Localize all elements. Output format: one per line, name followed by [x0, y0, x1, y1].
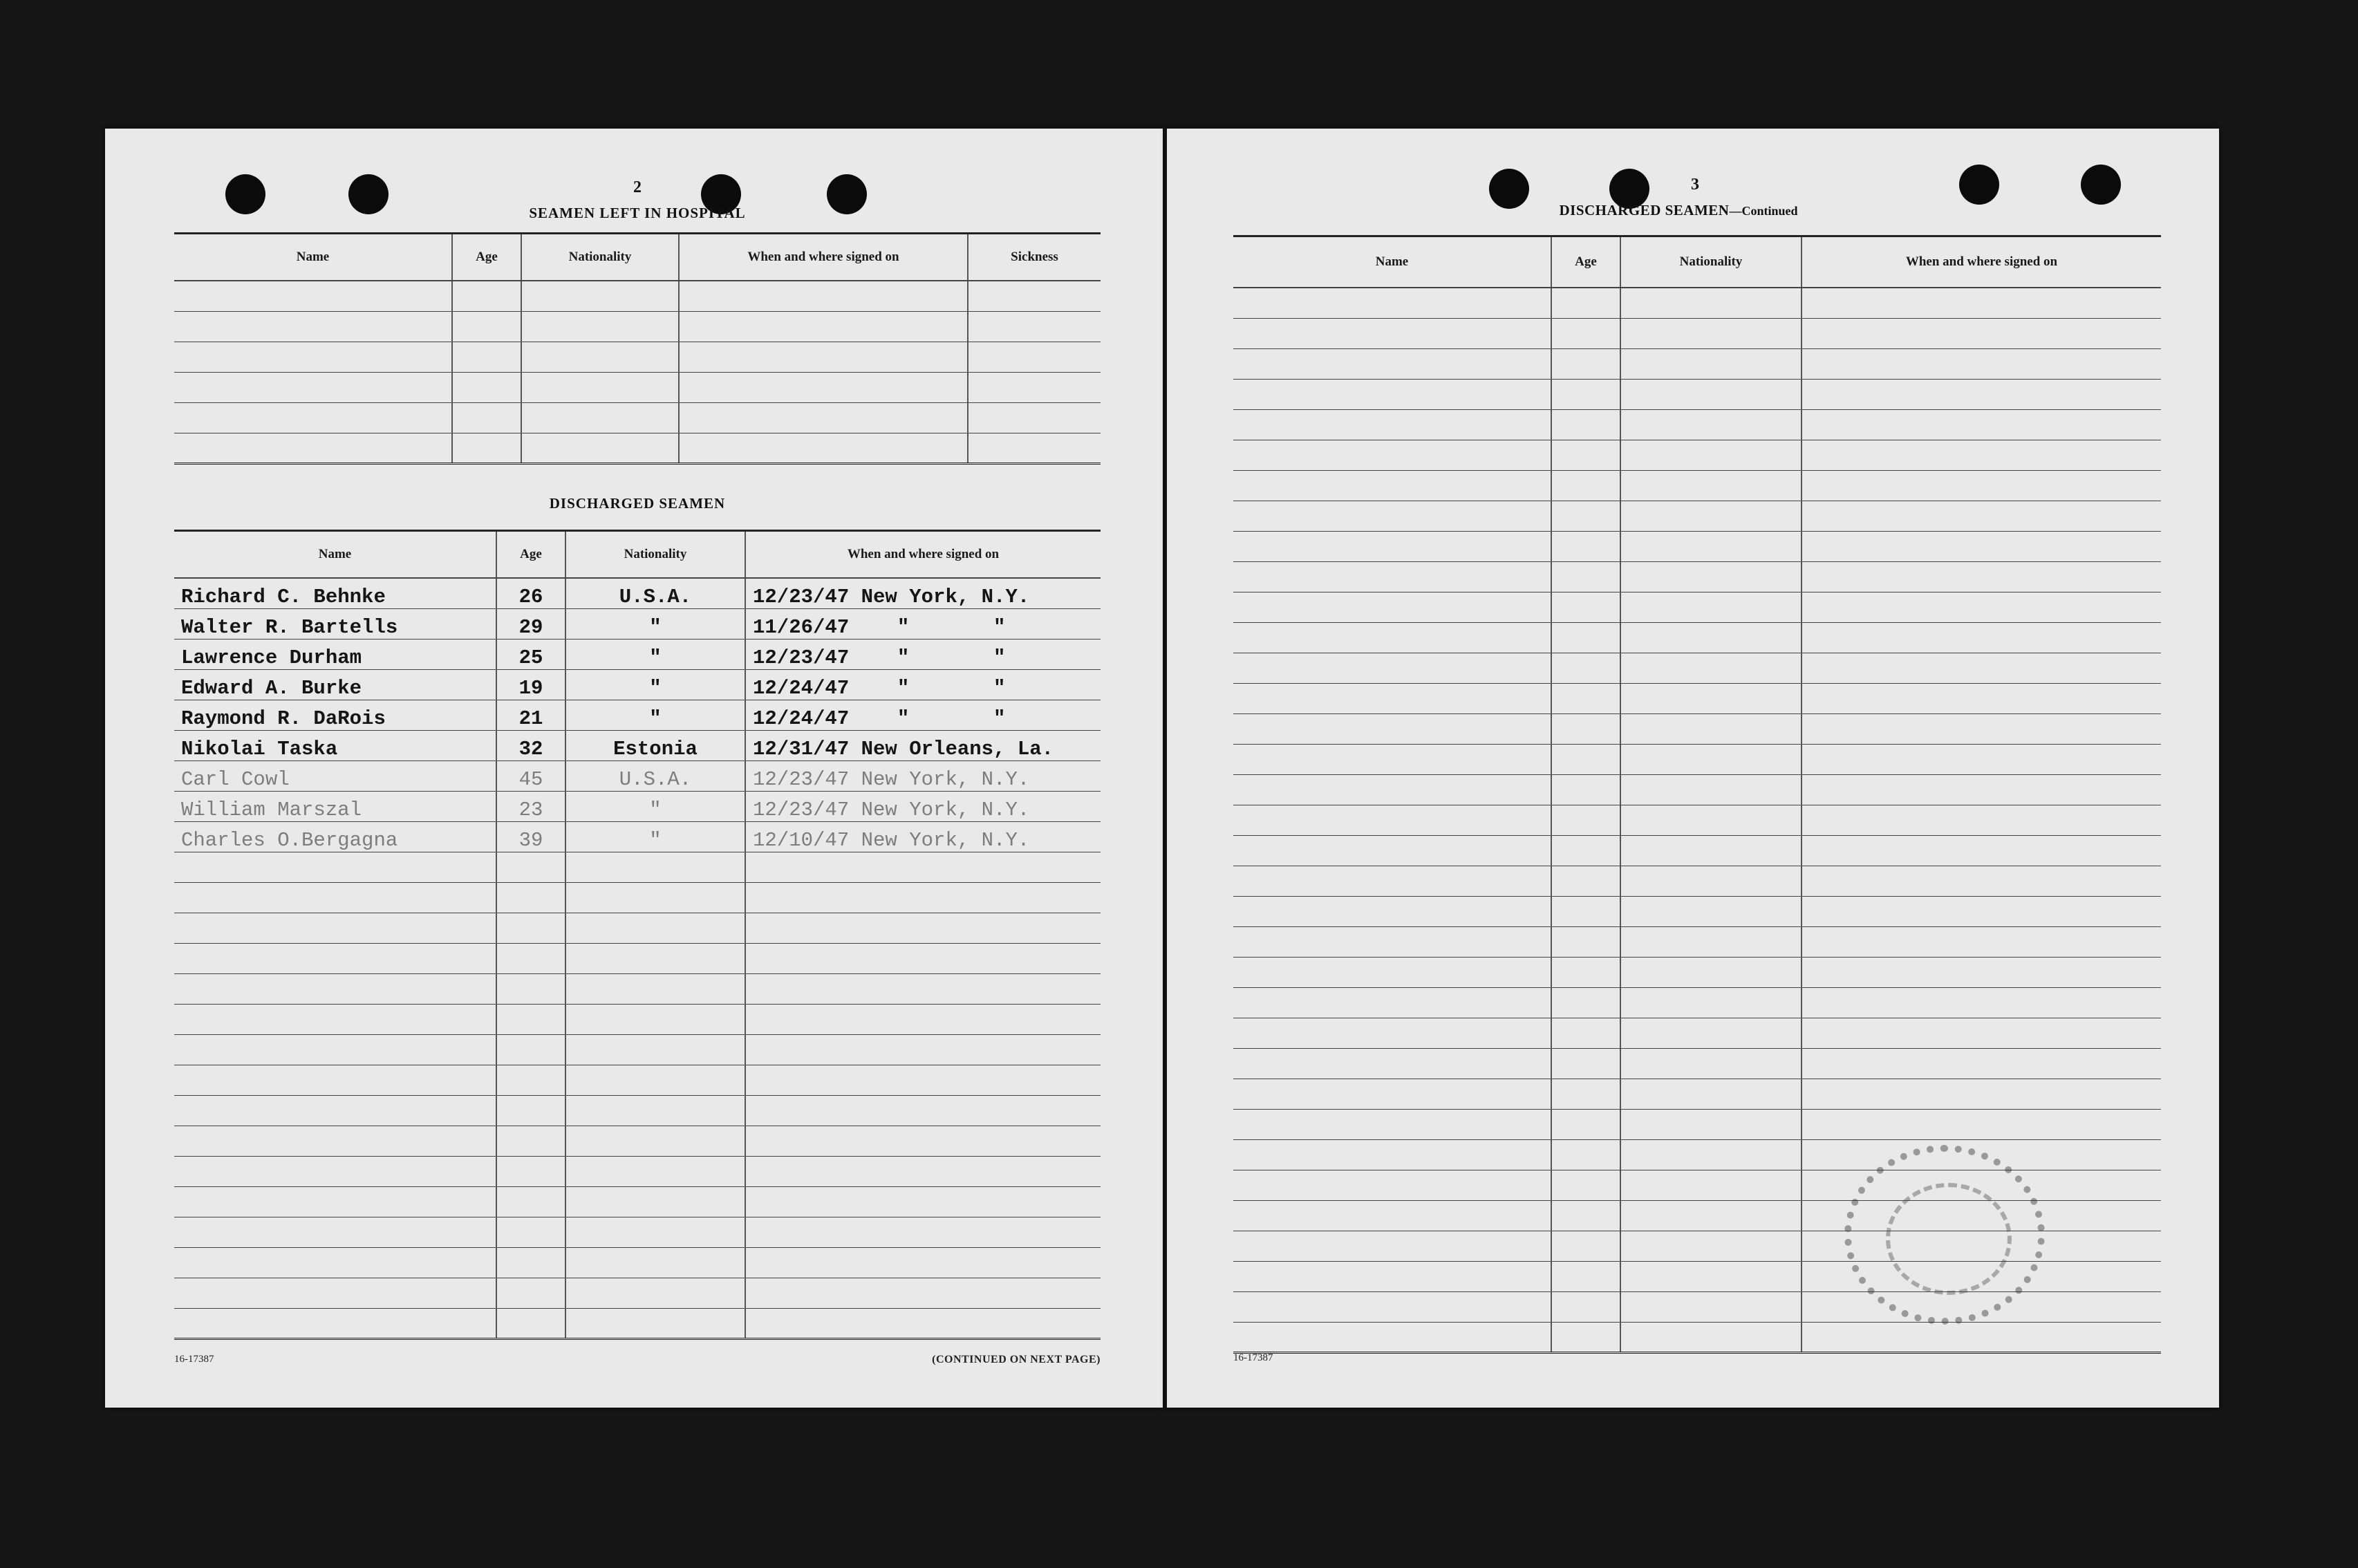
seaman-nationality: " — [565, 700, 745, 730]
hospital-col-age: Age — [452, 234, 521, 281]
punch-hole — [2081, 165, 2121, 205]
blank-row — [1233, 987, 2161, 1018]
continued-note: (CONTINUED ON NEXT PAGE) — [932, 1354, 1101, 1365]
blank-row — [174, 882, 1101, 913]
hospital-section-title: SEAMEN LEFT IN HOSPITAL — [529, 205, 746, 221]
discharged-continued-title — [1492, 202, 1865, 219]
hospital-blank-row — [174, 342, 1101, 372]
blank-row — [174, 1217, 1101, 1247]
blank-row — [174, 1278, 1101, 1308]
continued-col-name: Name — [1233, 236, 1551, 288]
blank-row — [1233, 653, 2161, 683]
table-row — [174, 760, 1101, 791]
blank-row — [1233, 683, 2161, 713]
blank-row — [1233, 896, 2161, 926]
seaman-age: 23 — [496, 791, 565, 821]
hospital-col-nationality: Nationality — [521, 234, 679, 281]
blank-row — [1233, 774, 2161, 805]
blank-row — [1233, 805, 2161, 835]
blank-row — [174, 1065, 1101, 1095]
blank-row — [1233, 409, 2161, 440]
blank-row — [1233, 561, 2161, 592]
blank-row — [1233, 379, 2161, 409]
right-page — [1167, 129, 2219, 1408]
seaman-age: 26 — [496, 578, 565, 608]
hospital-col-signed-on: When and where signed on — [679, 234, 968, 281]
hospital-blank-row — [174, 311, 1101, 342]
hospital-blank-row — [174, 372, 1101, 402]
seaman-age: 19 — [496, 669, 565, 700]
blank-row — [1233, 926, 2161, 957]
discharged-col-name: Name — [174, 531, 496, 579]
blank-row — [1233, 713, 2161, 744]
blank-row — [1233, 835, 2161, 866]
blank-row — [1233, 957, 2161, 987]
seaman-signed-on: 12/31/47 New Orleans, La. — [745, 730, 1101, 760]
hospital-col-name: Name — [174, 234, 452, 281]
blank-row — [174, 852, 1101, 882]
page-number: 3 — [1691, 176, 1699, 194]
blank-row — [174, 913, 1101, 943]
discharged-col-nationality: Nationality — [565, 531, 745, 579]
seaman-signed-on: 12/23/47 New York, N.Y. — [745, 760, 1101, 791]
blank-row — [1233, 288, 2161, 318]
blank-row — [1233, 866, 2161, 896]
blank-row — [174, 1156, 1101, 1186]
table-row — [174, 608, 1101, 639]
blank-row — [1233, 1079, 2161, 1109]
continued-col-signed-on: When and where signed on — [1802, 236, 2161, 288]
punch-hole — [1959, 165, 1999, 205]
seaman-nationality: " — [565, 791, 745, 821]
blank-row — [174, 1247, 1101, 1278]
blank-row — [174, 1095, 1101, 1126]
left-page — [105, 129, 1163, 1408]
table-row — [174, 821, 1101, 852]
blank-row — [174, 943, 1101, 973]
seaman-name: William Marszal — [174, 791, 496, 821]
table-row — [174, 730, 1101, 760]
seaman-name: Richard C. Behnke — [174, 578, 496, 608]
seaman-nationality: " — [565, 821, 745, 852]
blank-row — [1233, 501, 2161, 531]
seaman-name: Lawrence Durham — [174, 639, 496, 669]
seaman-name: Carl Cowl — [174, 760, 496, 791]
blank-row — [174, 1126, 1101, 1156]
seaman-nationality: " — [565, 608, 745, 639]
seaman-age: 21 — [496, 700, 565, 730]
blank-row — [1233, 1048, 2161, 1079]
blank-row — [174, 1004, 1101, 1034]
continued-col-age: Age — [1551, 236, 1620, 288]
seaman-nationality: " — [565, 669, 745, 700]
blank-row — [1233, 531, 2161, 561]
discharged-section-title: DISCHARGED SEAMEN — [549, 495, 726, 512]
seaman-name: Raymond R. DaRois — [174, 700, 496, 730]
blank-row — [1233, 1109, 2161, 1139]
table-row — [174, 578, 1101, 608]
seaman-signed-on: 12/23/47 New York, N.Y. — [745, 578, 1101, 608]
blank-row — [174, 973, 1101, 1004]
blank-row — [1233, 1139, 2161, 1170]
table-row — [174, 669, 1101, 700]
form-number: 16-17387 — [174, 1354, 214, 1365]
hospital-blank-row — [174, 433, 1101, 463]
blank-row — [174, 1034, 1101, 1065]
hospital-col-sickness: Sickness — [968, 234, 1101, 281]
official-stamp-seal — [1844, 1145, 2045, 1325]
seaman-nationality: U.S.A. — [565, 578, 745, 608]
seaman-age: 25 — [496, 639, 565, 669]
punch-hole — [225, 174, 265, 214]
table-row — [174, 791, 1101, 821]
blank-row — [174, 1308, 1101, 1338]
blank-row — [1233, 1018, 2161, 1048]
seaman-signed-on: 12/23/47 New York, N.Y. — [745, 791, 1101, 821]
seaman-signed-on: 12/23/47 " " — [745, 639, 1101, 669]
hospital-blank-row — [174, 281, 1101, 311]
page-number: 2 — [633, 178, 642, 196]
stamp-inner-ring — [1886, 1183, 2012, 1295]
blank-row — [1233, 622, 2161, 653]
table-row — [174, 700, 1101, 730]
seaman-age: 45 — [496, 760, 565, 791]
seaman-name: Nikolai Taska — [174, 730, 496, 760]
discharged-table — [174, 530, 1101, 1340]
discharged-col-signed-on: When and where signed on — [745, 531, 1101, 579]
blank-row — [1233, 1322, 2161, 1352]
blank-row — [1233, 1291, 2161, 1322]
hospital-blank-row — [174, 402, 1101, 433]
title-main: DISCHARGED SEAMEN — [1559, 202, 1730, 218]
seaman-age: 39 — [496, 821, 565, 852]
seaman-signed-on: 12/10/47 New York, N.Y. — [745, 821, 1101, 852]
blank-row — [1233, 440, 2161, 470]
blank-row — [1233, 744, 2161, 774]
hospital-table — [174, 232, 1101, 465]
seaman-name: Edward A. Burke — [174, 669, 496, 700]
continued-col-nationality: Nationality — [1620, 236, 1802, 288]
seaman-nationality: U.S.A. — [565, 760, 745, 791]
table-row — [174, 639, 1101, 669]
blank-row — [1233, 348, 2161, 379]
seaman-signed-on: 11/26/47 " " — [745, 608, 1101, 639]
blank-row — [1233, 318, 2161, 348]
blank-row — [1233, 470, 2161, 501]
blank-row — [174, 1186, 1101, 1217]
title-suffix: —Continued — [1729, 204, 1798, 218]
seaman-signed-on: 12/24/47 " " — [745, 669, 1101, 700]
seaman-name: Charles O.Bergagna — [174, 821, 496, 852]
punch-hole — [348, 174, 389, 214]
seaman-name: Walter R. Bartells — [174, 608, 496, 639]
seaman-age: 29 — [496, 608, 565, 639]
seaman-age: 32 — [496, 730, 565, 760]
seaman-nationality: Estonia — [565, 730, 745, 760]
seaman-signed-on: 12/24/47 " " — [745, 700, 1101, 730]
discharged-col-age: Age — [496, 531, 565, 579]
form-number: 16-17387 — [1233, 1352, 1273, 1363]
blank-row — [1233, 592, 2161, 622]
seaman-nationality: " — [565, 639, 745, 669]
